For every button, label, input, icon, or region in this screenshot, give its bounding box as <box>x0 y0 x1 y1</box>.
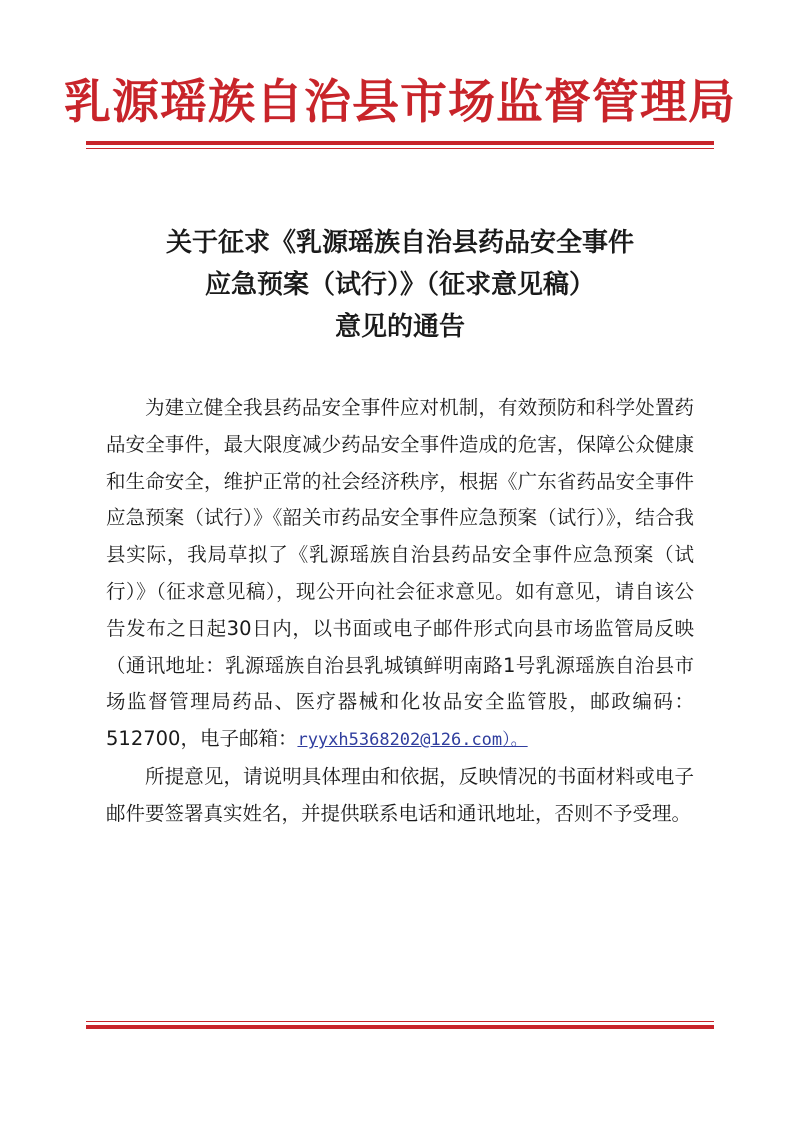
notice-paragraph-1 <box>106 390 694 759</box>
notice-title <box>80 222 720 348</box>
notice-paragraph-2: 所提意见，请说明具体理由和依据，反映情况的书面材料或电子邮件要签署真实姓名，并提供联系电话和通讯地址，否则不予受理。 <box>106 764 694 825</box>
letterhead-divider-thin <box>86 148 714 149</box>
notice-body <box>106 390 694 833</box>
notice-title-line-3: 意见的通告 <box>334 312 465 342</box>
footer-divider-thin <box>86 1021 714 1022</box>
notice-paragraph-1-text: 为建立健全我县药品安全事件应对机制，有效预防和科学处置药品安全事件，最大限度减少药品安全事件造成的危害，保障公众健康和生命安全，维护正常的社会经济秩序，根据《广东省药品安全事件应急预案（试行）》《韶关市药品安全事件应急预案（试行）》，结合我县实际，我局草拟了《乳源瑶族自治县药品安全事件应急预案（试行）》（征求意见稿），现公开向社会征求意见。如有意见，请自该公告发布之日起30日内，以书面或电子邮件形式向县市场监管局反映（通讯地址：乳源瑶族自治县乳城镇鲜明南路1号乳源瑶族自治县市场监督管理局药品、医疗器械和化妆品安全监管股，邮政编码：512700，电子邮箱： <box>106 396 694 751</box>
contact-email-link[interactable] <box>297 730 527 750</box>
letterhead-org-name: 乳源瑶族自治县市场监督管理局 <box>64 75 736 130</box>
letterhead-divider-thick <box>86 141 714 145</box>
footer-divider-thick <box>86 1025 714 1029</box>
notice-title-line-2: 应急预案（试行）》（征求意见稿） <box>204 270 595 300</box>
contact-email: ryyxh5368202@126.com <box>297 730 503 751</box>
notice-title-line-1: 关于征求《乳源瑶族自治县药品安全事件 <box>165 228 634 258</box>
contact-email-closing: ）。 <box>502 730 528 751</box>
